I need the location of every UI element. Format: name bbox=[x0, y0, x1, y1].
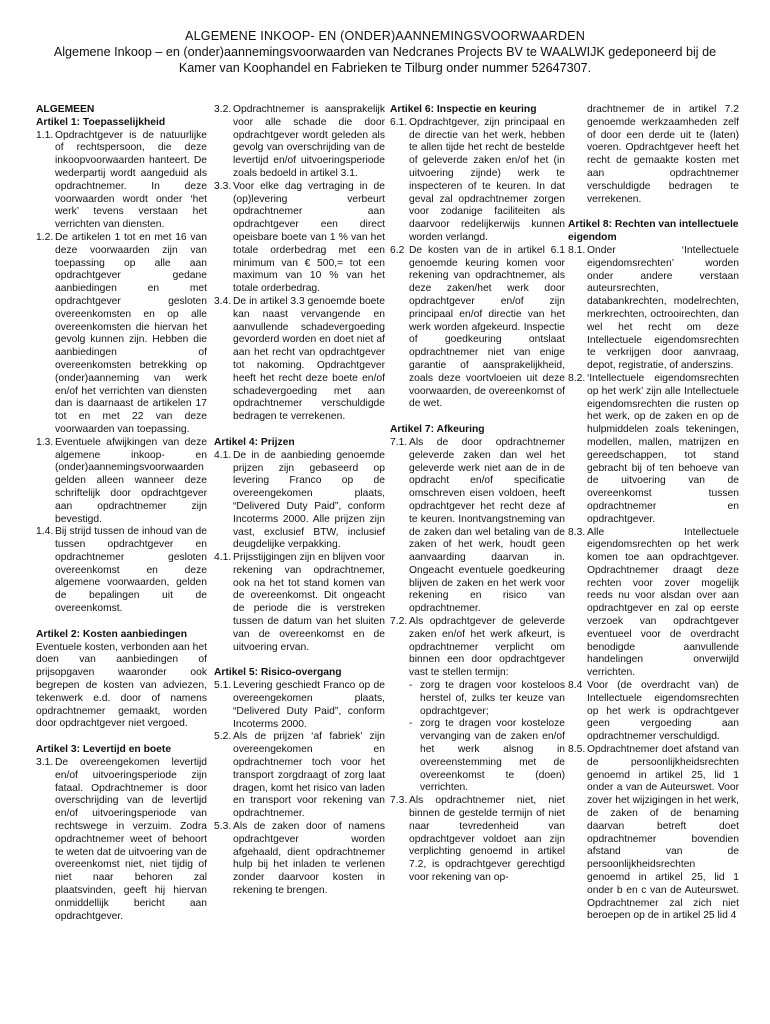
clause-8-1 bbox=[568, 245, 739, 373]
clause-number: 7.1. bbox=[390, 436, 408, 448]
clause-text: Eventuele afwijkingen van deze algemene inkoop- en (onder)aannemingsvoorwaarden gelden alleen wanneer deze schriftelijk door opdrachtgever aan opdrachtnemer zijn bevestigd. bbox=[55, 436, 207, 525]
clause-number: 1.4. bbox=[36, 526, 54, 538]
document-subtitle-line-1: Algemene Inkoop – en (onder)aannemingsvoorwaarden van Nedcranes Projects BV te WAALWIJK gedeponeerd bij de bbox=[53, 45, 717, 59]
clause-text: De overeengekomen levertijd en/of uitvoeringsperiode zijn fataal. Opdrachtnemer is door overschrijding van de levertijd en/of uitvoeringsperiode van rechtswege in verzuim. Zodra opdrachtnemer weet of behoort te weten dat de uitvoering van de overeenkomst niet, niet tijdig of niet naar behoren zal plaatsvinden, geeft hij hiervan onmiddellijk bericht aan opdrachtgever. bbox=[55, 757, 207, 922]
column-4 bbox=[568, 104, 739, 923]
clause-text: Voor elke dag vertraging in de (op)levering verbeurt opdrachtnemer aan opdrachtgever een direct opeisbare boete van 1 % van het totale orderbedrag met een minimum van € 500,= tot een maximum van 10 % van het totale orderbedrag. bbox=[233, 180, 385, 295]
clause-number: 4.1. bbox=[214, 449, 232, 461]
clause-3-3 bbox=[214, 181, 385, 296]
article-2-heading: Artikel 2: Kosten aanbiedingen bbox=[36, 628, 188, 640]
article-3-heading: Artikel 3: Levertijd en boete bbox=[36, 744, 172, 756]
clause-number: 8.4 bbox=[568, 680, 583, 692]
clause-number: 1.2. bbox=[36, 231, 54, 243]
clause-text: Onder ‘Intellectuele eigendomsrechten’ worden onder andere verstaan auteursrechten, databankrechten, modelrechten, merkrechten, octrooirechten, dan wel het recht om deze Intellectuele eigendomsrechten te verkrijgen door aanvraag, depot, registratie, of anderszins. bbox=[587, 244, 739, 372]
clause-5-2 bbox=[214, 731, 385, 821]
bullet-text: zorg te dragen voor kosteloos herstel of, zulks ter keuze van opdrachtgever; bbox=[420, 680, 565, 717]
document-header bbox=[20, 28, 750, 76]
column-3 bbox=[390, 104, 565, 885]
article-8-heading: Artikel 8: Rechten van intellectuele eigendom bbox=[568, 219, 739, 244]
clause-number: 5.2. bbox=[214, 731, 232, 743]
clause-number: 1.1. bbox=[36, 129, 54, 141]
clause-3-2 bbox=[214, 104, 385, 181]
article-1-heading: Artikel 1: Toepasselijkheid bbox=[36, 116, 166, 128]
clause-7-3-continued: drachtnemer de in artikel 7.2 genoemde werkzaamheden zelf of door een derde uit te (laten) voeren. Opdrachtgever heeft het recht de gemaakte kosten met aan opdrachtnemer verschuldigde bedragen te verrekenen. bbox=[587, 104, 739, 205]
clause-number: 8.5. bbox=[568, 744, 586, 756]
bullet-text: zorg te dragen voor kosteloze vervanging van de zaken en/of het werk alsnog in overeenstemming met de overeenkomst te (doen) verrichten. bbox=[420, 718, 565, 794]
article-7-heading: Artikel 7: Afkeuring bbox=[390, 424, 485, 436]
article-6-heading: Artikel 6: Inspectie en keuring bbox=[390, 104, 537, 115]
clause-number: 4.1. bbox=[214, 552, 232, 564]
article-2-text: Eventuele kosten, verbonden aan het doen van aanbiedingen of prijsopgaven waaronder ook begrepen de kosten van adviezen, tekenwerk e.d. door of namens opdrachtnemer gemaakt, worden door opdrachtgever niet vergoed. bbox=[36, 641, 207, 730]
clause-number: 3.3. bbox=[214, 180, 232, 192]
clause-text: De in de aanbieding genoemde prijzen zijn gebaseerd op levering Franco op de overeengekomen plaats, “Delivered Duty Paid”, conform Incoterms 2000. Alle prijzen zijn vast, exclusief BTW, inclusief deugdelijke verpakking. bbox=[233, 449, 385, 551]
clause-text: De artikelen 1 tot en met 16 van deze voorwaarden zijn van toepassing op alle aan opdrachtgever gedane aanbiedingen en met opdrachtgever gesloten overeenkomsten en op alle overeenkomsten die hiervan het gevolg kunnen zijn. Hebben die aanbiedingen of overeenkomsten betrekking op (onder)aanneming van werk en/of het verrichten van diensten dan is daarnaast de artikelen 17 tot en met 22 van deze voorwaarden van toepassing. bbox=[55, 231, 207, 435]
clause-text: ‘Intellectuele eigendomsrechten op het werk’ zijn alle Intellectuele eigendomsrechten die rusten op het werk, op de zaken en op de hulpmiddelen zoals tekeningen, modellen, mallen, matrijzen en gereedschappen, tot stand gebracht bij of ten behoeve van de uitvoering van de overeenkomst tussen opdrachtnemer en opdrachtgever. bbox=[587, 372, 739, 525]
clause-8-5 bbox=[568, 744, 739, 923]
clause-number: 6.1. bbox=[390, 116, 408, 128]
clause-text: Alle Intellectuele eigendomsrechten op het werk komen toe aan opdrachtgever. Opdrachtnemer draagt deze rechten voor zover mogelijk reeds nu voor alsdan over aan opdrachtgever en zal op eerste verzoek van opdrachtgever eventueel voor de overdracht benodigde aanvullende handelingen onverwijld verrichten. bbox=[587, 526, 739, 679]
clause-6-2 bbox=[390, 245, 565, 411]
clause-number: 5.3. bbox=[214, 821, 232, 833]
clause-7-3 bbox=[390, 795, 565, 885]
clause-4-1b bbox=[214, 552, 385, 654]
clause-number: 3.4. bbox=[214, 295, 232, 307]
bullet-item: - zorg te dragen voor kosteloze vervanging van de zaken en/of het werk alsnog in overeenstemming met de overeenkomst te (doen) verrichten. bbox=[409, 718, 565, 794]
clause-text: Bij strijd tussen de inhoud van de tussen opdrachtgever en opdrachtnemer gesloten overeenkomst en deze algemene voorwaarden, gelden de bepalingen uit de overeenkomst. bbox=[55, 526, 207, 615]
clause-number: 5.1. bbox=[214, 680, 232, 692]
clause-5-3 bbox=[214, 821, 385, 898]
clause-8-2 bbox=[568, 373, 739, 527]
clause-text: Voor (de overdracht van) de Intellectuele eigendomsrechten op het werk is opdrachtgever geen vergoeding aan opdrachtnemer verschuldigd. bbox=[587, 680, 739, 743]
clause-1-3 bbox=[36, 437, 207, 527]
clause-1-2 bbox=[36, 232, 207, 437]
clause-text: Als de prijzen ‘af fabriek’ zijn overeengekomen en opdrachtnemer toch voor het transport zorgdraagt of zorg laat dragen, komt het risico van laden en transport voor rekening van opdrachtnemer. bbox=[233, 731, 385, 820]
clause-text: De in artikel 3.3 genoemde boete kan naast vervangende en aanvullende schadevergoeding gevorderd worden en doet niet af aan het recht van opdrachtgever tot nakoming. Opdrachtgever heeft het recht deze boete en/of schadevergoeding met aan opdrachtnemer verschuldigde bedragen te verrekenen. bbox=[233, 295, 385, 423]
clause-3-4 bbox=[214, 296, 385, 424]
section-heading: ALGEMEEN bbox=[36, 104, 95, 115]
article-4-heading: Artikel 4: Prijzen bbox=[214, 436, 295, 448]
clause-number: 7.2. bbox=[390, 616, 408, 628]
clause-text: De kosten van de in artikel 6.1 genoemde keuring komen voor rekening van opdrachtnemer, als deze zaken/het werk door opdrachtgever en/of zijn principaal en/of directie van het werk worden afgekeurd. Inspectie of goedkeuring ontslaat opdrachtnemer niet van enige garantie of aansprakelijkheid, zoals deze voortvloeien uit deze voorwaarden, de overeenkomst of de wet. bbox=[409, 244, 565, 410]
clause-number: 1.3. bbox=[36, 436, 54, 448]
clause-number: 7.3. bbox=[390, 795, 408, 807]
clause-6-1 bbox=[390, 117, 565, 245]
column-2 bbox=[214, 104, 385, 898]
document-title: ALGEMENE INKOOP- EN (ONDER)AANNEMINGSVOORWAARDEN bbox=[184, 29, 586, 43]
clause-text: Levering geschiedt Franco op de overeengekomen plaats, “Delivered Duty Paid”, conform Incoterms 2000. bbox=[233, 680, 385, 730]
clause-8-3 bbox=[568, 527, 739, 681]
clause-1-1 bbox=[36, 130, 207, 232]
clause-number: 8.1. bbox=[568, 244, 586, 256]
clause-5-1 bbox=[214, 680, 385, 731]
clause-text: Als de door opdrachtnemer geleverde zaken dan wel het geleverde werk niet aan de in de opdracht en/of specificatie omschreven eisen voldoen, heeft opdrachtgever het recht deze af te keuren. Inontvangstneming van de zaken dan wel betaling van de zaken of het werk, houdt geen aanvaarding daarvan in. Ongeacht eventuele goedkeuring blijven de zaken en het werk voor rekening en risico van opdrachtnemer. bbox=[409, 436, 565, 615]
clause-text: Als opdrachtgever de geleverde zaken en/of het werk afkeurt, is opdrachtnemer verplicht om binnen een door opdrachtgever vast te stellen termijn: bbox=[409, 616, 565, 679]
clause-number: 8.3. bbox=[568, 526, 586, 538]
clause-text: Opdrachtnemer doet afstand van de persoonlijkheidsrechten genoemd in artikel 25, lid 1 onder a van de Auteurswet. Voor zover het wijzigingen in het werk, de zaken of de benaming daarvan betreft doet opdrachtnemer bovendien afstand van de persoonlijkheidsrechten genoemd in artikel 25, lid 1 onder b en c van de Auteurswet. Opdrachtnemer zal zich niet beroepen op de in artikel 25 lid 4 bbox=[587, 744, 739, 922]
clause-7-1 bbox=[390, 437, 565, 616]
column-1 bbox=[36, 104, 207, 923]
clause-number: 3.2. bbox=[214, 104, 232, 115]
article-5-heading: Artikel 5: Risico-overgang bbox=[214, 667, 342, 679]
clause-number: 6.2 bbox=[390, 244, 405, 256]
clause-number: 3.1. bbox=[36, 757, 54, 769]
clause-text: Als opdrachtnemer niet, niet binnen de gestelde termijn of niet naar tevredenheid van opdrachtgever voldoet aan zijn verplichting genoemd in artikel 7.2, is opdrachtgever gerechtigd voor rekening van op- bbox=[409, 795, 565, 884]
clause-7-2 bbox=[390, 616, 565, 680]
clause-text: Opdrachtnemer is aansprakelijk voor alle schade die door opdrachtgever wordt geleden als gevolg van overschrijding van de levertijd en/of uitvoeringsperiode zoals bedoeld in artikel 3.1. bbox=[233, 104, 385, 179]
clause-number: 8.2. bbox=[568, 372, 586, 384]
clause-8-4 bbox=[568, 680, 739, 744]
clause-1-4 bbox=[36, 526, 207, 616]
clause-text: Als de zaken door of namens opdrachtgever worden afgehaald, dient opdrachtnemer hulp bij het inladen te verlenen zonder daarvoor kosten in rekening te brengen. bbox=[233, 821, 385, 897]
clause-text: Opdrachtgever, zijn principaal en de directie van het werk, hebben te allen tijde het recht de bestelde of geleverde zaken en/of het (in uitvoering zijnde) werk te inspecteren of te keuren. In dat geval zal opdrachtnemer zorgen voor zodanige faciliteiten als daarvoor redelijkerwijs kunnen worden verlangd. bbox=[409, 116, 565, 243]
document-subtitle-line-2: Kamer van Koophandel en Fabrieken te Tilburg onder nummer 52647307. bbox=[178, 61, 592, 75]
clause-text: Opdrachtgever is de natuurlijke of rechtspersoon, die deze inkoopvoorwaarden hanteert. De wederpartij wordt aangeduid als opdrachtnemer. In deze voorwaarden wordt onder ‘het werk’ tevens verstaan het verrichten van diensten. bbox=[55, 129, 207, 231]
bullet-item: - zorg te dragen voor kosteloos herstel of, zulks ter keuze van opdrachtgever; bbox=[409, 680, 565, 717]
clause-4-1 bbox=[214, 450, 385, 552]
clause-3-1 bbox=[36, 757, 207, 923]
clause-text: Prijsstijgingen zijn en blijven voor rekening van opdrachtnemer, ook na het tot stand komen van de overeenkomst. Dit ongeacht de periode die is verstreken tussen de datum van het sluiten van de overeenkomst en de uitvoering ervan. bbox=[233, 552, 385, 653]
